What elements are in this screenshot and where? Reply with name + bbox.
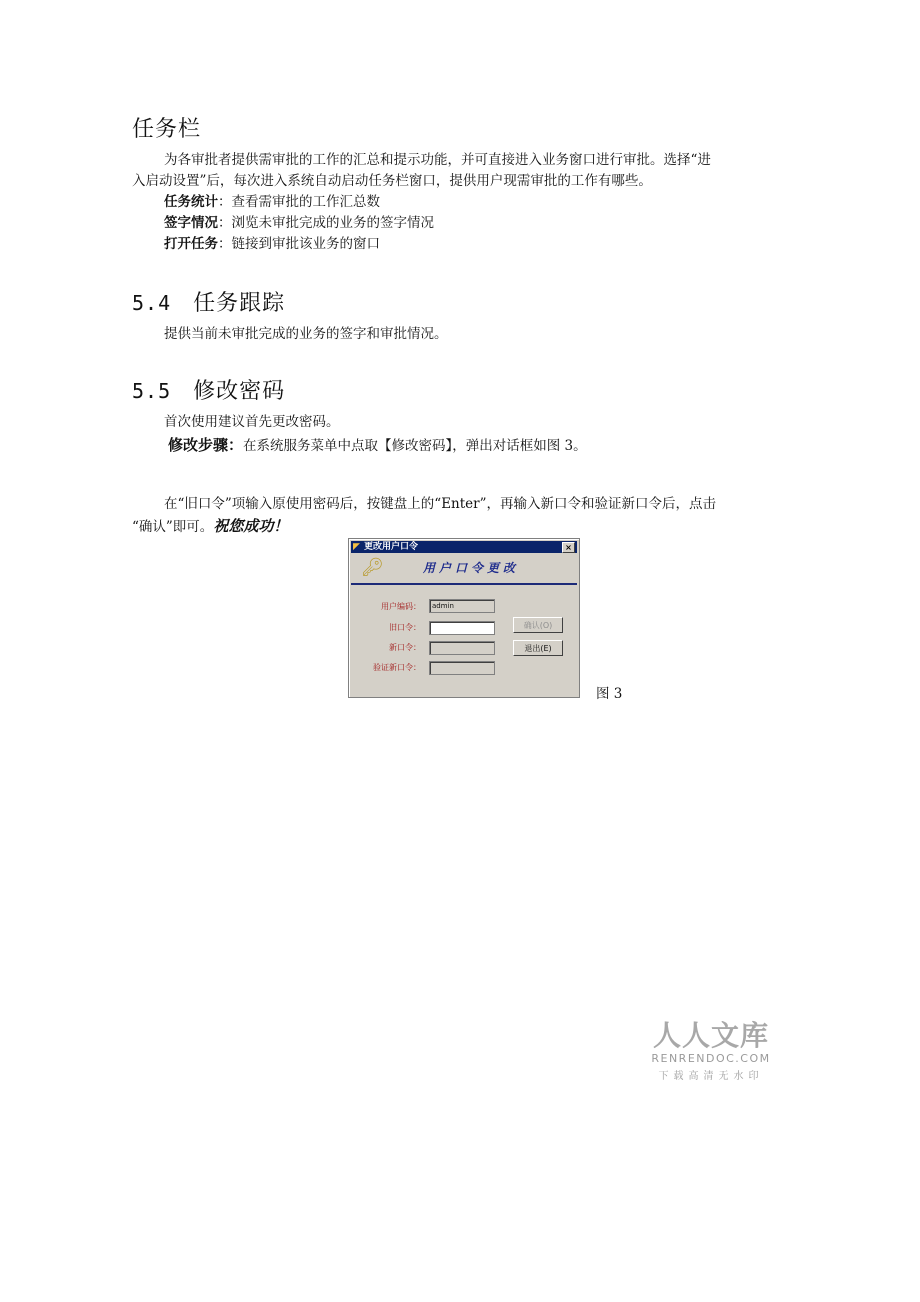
taskbar-para-line2: 入启动设置”后，每次进入系统自动启动任务栏窗口，提供用户现需审批的工作有哪些。 <box>132 173 652 189</box>
old-password-input[interactable] <box>429 621 495 635</box>
watermark-en: RENRENDOC.COM <box>651 1052 771 1065</box>
section-title-text: 任务栏 <box>132 117 202 142</box>
section-title-text: 修改密码 <box>193 379 286 404</box>
figure-caption: 图 3 <box>596 686 623 702</box>
password-para2-line1: 在“旧口令”项输入原使用密码后，按键盘上的“Enter”，再输入新口令和验证新口令后，点击 <box>164 496 717 512</box>
confirm-button[interactable]: 确认(O) <box>513 617 563 633</box>
section-number: 5.5 <box>132 379 172 403</box>
old-password-label: 旧口令： <box>389 623 421 632</box>
taskbar-item-open <box>164 234 380 255</box>
dialog-heading: 用户口令更改 <box>423 561 520 575</box>
para2-text: “确认”即可。 <box>132 519 214 535</box>
watermark-cn: 人人文库 <box>652 1019 769 1052</box>
change-password-dialog <box>348 538 580 698</box>
new-password-label: 新口令： <box>389 643 421 652</box>
item-label: 打开任务 <box>164 236 218 252</box>
tracking-para: 提供当前未审批完成的业务的签字和审批情况。 <box>164 326 448 342</box>
section-number: 5.4 <box>132 291 172 315</box>
item-text: ：链接到审批该业务的窗口 <box>218 236 380 252</box>
section-title-taskbar <box>132 112 201 143</box>
item-text: ：浏览未审批完成的业务的签字情况 <box>218 215 434 231</box>
item-label: 任务统计 <box>164 194 218 210</box>
taskbar-item-signatures <box>164 213 434 234</box>
dialog-titlebar <box>351 541 577 553</box>
close-icon[interactable]: × <box>562 542 575 553</box>
key-icon: 🔑︎ <box>361 557 384 578</box>
taskbar-para-line1: 为各审批者提供需审批的工作的汇总和提示功能，并可直接进入业务窗口进行审批。选择“进 <box>164 152 711 168</box>
password-para2-line2 <box>132 516 288 538</box>
new-password-input[interactable] <box>429 641 495 655</box>
watermark <box>646 1014 776 1082</box>
taskbar-item-stats <box>164 192 380 213</box>
watermark-sub: 下载高清无水印 <box>658 1071 764 1082</box>
verify-password-input[interactable] <box>429 661 495 675</box>
section-title-text: 任务跟踪 <box>193 291 286 316</box>
item-label: 签字情况 <box>164 215 218 231</box>
item-text: ：查看需审批的工作汇总数 <box>218 194 380 210</box>
section-title-password <box>132 374 285 405</box>
app-icon: ◤ <box>353 542 360 552</box>
success-text: 祝您成功！ <box>213 517 289 535</box>
exit-button[interactable]: 退出(E) <box>513 640 563 656</box>
section-title-tracking <box>132 286 285 317</box>
dialog-header <box>351 553 577 585</box>
step-text: 在系统服务菜单中点取【修改密码】，弹出对话框如图 3。 <box>243 438 587 454</box>
dialog-title: 更改用户口令 <box>364 542 419 552</box>
user-code-field: admin <box>429 599 495 613</box>
verify-password-label: 验证新口令： <box>373 663 421 672</box>
password-steps <box>168 435 587 457</box>
step-label: 修改步骤： <box>168 436 244 454</box>
user-code-label: 用户编码： <box>381 602 421 611</box>
password-para1: 首次使用建议首先更改密码。 <box>164 414 340 430</box>
